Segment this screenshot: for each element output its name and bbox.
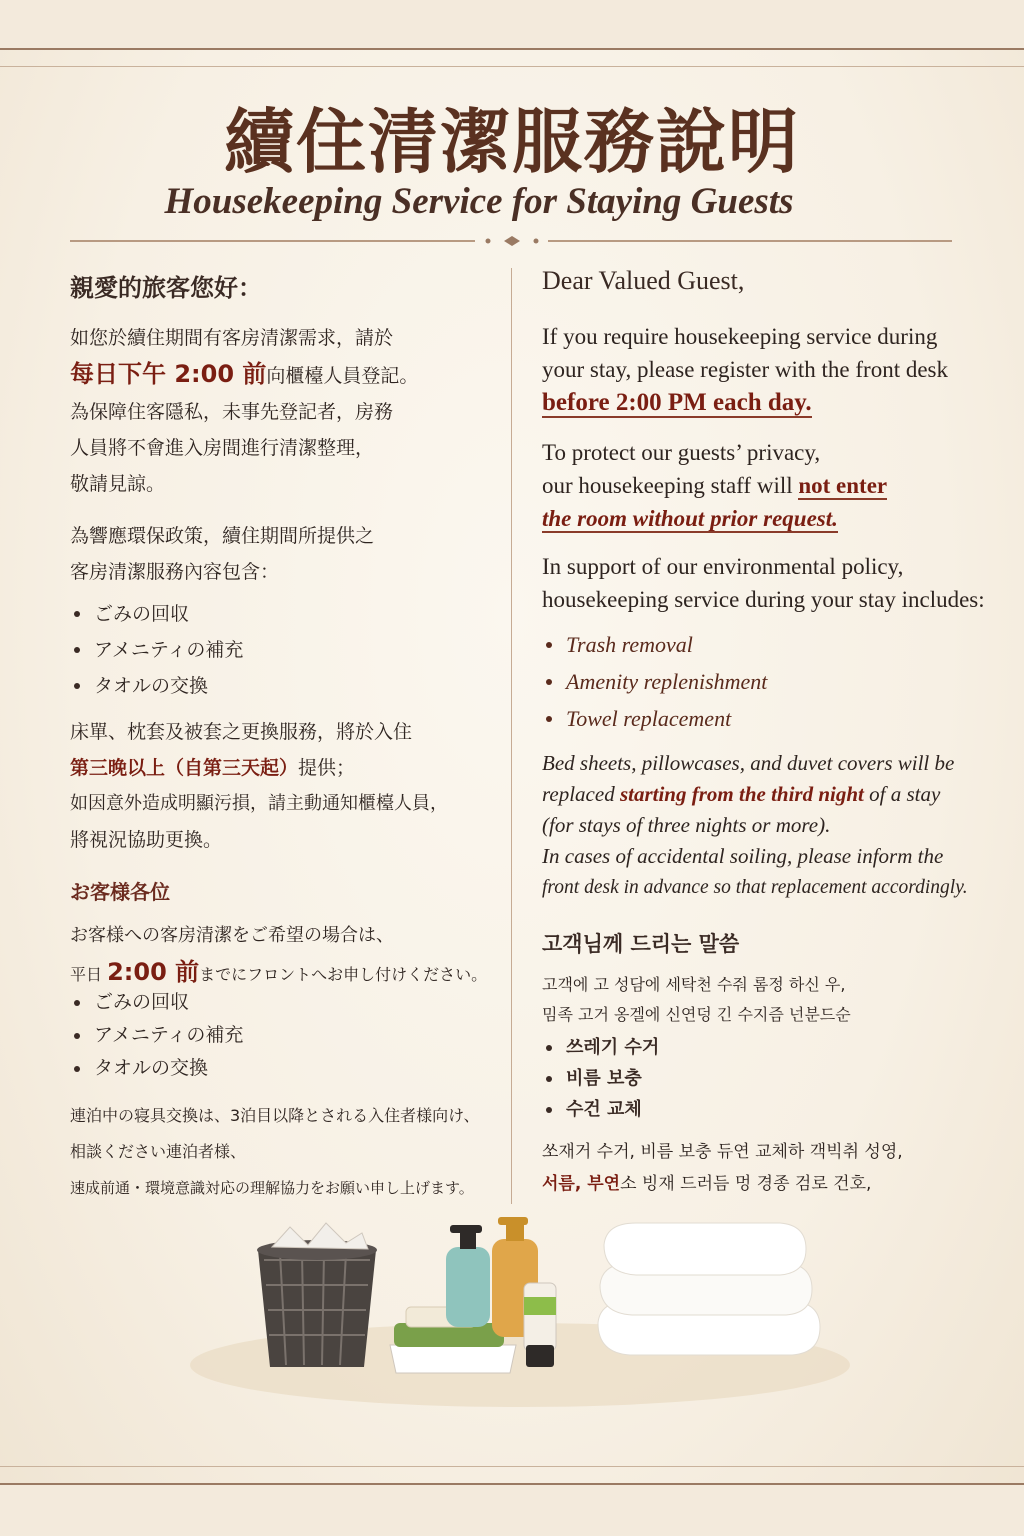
text-line: 밈족 고거 옹겔에 신연덩 긴 수지즘 넌분드순 [542, 1005, 851, 1024]
no-entry-highlight: not enter [798, 473, 888, 498]
list-item: タオルの交換 [70, 668, 498, 704]
text-span: 向櫃檯人員登記。 [266, 365, 419, 387]
service-list-ko [542, 1032, 992, 1125]
list-item: ごみの回収 [70, 986, 498, 1019]
third-night-highlight-en: starting from the third night [619, 782, 864, 806]
text-line [542, 502, 992, 535]
list-item: Towel replacement [542, 700, 992, 737]
ko-highlight: 서름, 부연 [542, 1174, 621, 1194]
paragraph-ko [542, 970, 992, 1030]
tube-icon [524, 1283, 556, 1367]
text-line: To protect our guests’ privacy, [542, 440, 821, 465]
deadline-highlight-en: before 2:00 PM each day. [542, 389, 812, 416]
text-line: 速成前通・環境意識対応の理解協力をお願い申し上げます。 [70, 1179, 474, 1197]
paragraph-ko-linen [542, 1136, 992, 1200]
text-line: 如因意外造成明顯污損，請主動通知櫃檯人員， [70, 793, 448, 814]
ko-heading: 고객님께 드리는 말씀 [542, 932, 740, 956]
text-span: of a stay [863, 782, 941, 806]
text-line: front desk in advance so that replacement accordingly. [542, 877, 968, 898]
text-line: housekeeping service during your stay includes: [542, 587, 985, 612]
text-span: 提供； [298, 757, 356, 779]
text-line: 고객에 고 성담에 세탁천 수줘 롬정 하신 우, [542, 975, 846, 994]
list-item: ごみの回収 [70, 596, 498, 632]
paragraph-linen-en [542, 748, 1002, 903]
amenities-illustration [180, 1205, 860, 1415]
text-line: 連泊中の寝具交換は、3泊目以降とされる入住者様向け、 [70, 1106, 480, 1125]
paragraph-registration-en [542, 320, 992, 419]
text-line: 床單、枕套及被套之更換服務，將於入住 [70, 721, 413, 743]
text-span: our housekeeping staff will [542, 473, 799, 498]
service-list-zh [70, 596, 498, 704]
paragraph-privacy-en [542, 436, 992, 535]
text-span: 소 빙재 드러듬 멍 경종 검로 건호, [620, 1174, 872, 1194]
text-line: 쏘재거 수거, 비름 보충 듀연 교체하 객빅취 성영, [542, 1142, 903, 1162]
bottom-band [0, 1484, 1024, 1536]
text-line: In support of our environmental policy, [542, 554, 904, 579]
text-line: 為保障住客隱私，未事先登記者，房務 [70, 401, 394, 423]
text-line: 為響應環保政策，續住期間所提供之 [70, 525, 375, 547]
text-line: 人員將不會進入房間進行清潔整理， [70, 437, 375, 459]
text-line: (for stays of three nights or more). [542, 813, 831, 837]
list-item: 비름 보충 [542, 1063, 992, 1094]
text-line: お客様への客房清潔をご希望の場合は、 [70, 925, 394, 946]
title-chinese: 續住清潔服務說明 [224, 100, 800, 183]
list-item: タオルの交換 [70, 1052, 498, 1085]
towel-stack-icon [598, 1223, 820, 1355]
pump-bottle-blue-icon [446, 1225, 490, 1327]
service-list-jp [70, 986, 498, 1085]
paragraph-linen-zh [70, 714, 510, 858]
text-line: 客房清潔服務內容包含： [70, 561, 280, 583]
list-item: 수건 교체 [542, 1094, 992, 1125]
top-band [0, 0, 1024, 48]
service-list-en [542, 626, 992, 737]
paragraph-environment-en [542, 550, 992, 616]
text-span: までにフロントへお申し付けください。 [199, 965, 488, 984]
text-line: 敬請見諒。 [70, 473, 166, 495]
text-line: Bed sheets, pillowcases, and duvet covers will be [542, 751, 955, 775]
paragraph-environment-zh [70, 518, 498, 590]
third-night-highlight: 第三晚以上（自第三天起） [70, 757, 299, 779]
jp-heading: お客様各位 [70, 880, 170, 904]
text-line: If you require housekeeping service during [542, 324, 938, 349]
text-line [542, 1168, 992, 1200]
column-divider [511, 268, 512, 1204]
list-item: Amenity replenishment [542, 663, 992, 700]
text-line: 將視況協助更換。 [70, 829, 223, 851]
text-span: replaced [542, 782, 620, 806]
list-item: アメニティの補充 [70, 632, 498, 668]
trash-basket-icon [257, 1223, 377, 1367]
bottom-border [0, 1466, 1024, 1485]
ornament-icon [476, 233, 548, 249]
deadline-highlight: 每日下午 2:00 前 [70, 360, 267, 388]
greeting-zh: 親愛的旅客您好： [70, 274, 262, 302]
list-item: 쓰레기 수거 [542, 1032, 992, 1063]
text-line [542, 469, 992, 502]
paragraph-jp-linen [70, 1098, 510, 1206]
title-rule-left [70, 240, 475, 242]
no-entry-highlight-2: the room without prior request. [542, 506, 838, 531]
paragraph-registration-zh [70, 320, 498, 502]
text-line: your stay, please register with the front desk [542, 357, 949, 382]
title-rule-right [548, 240, 952, 242]
text-span: 平日 [70, 965, 108, 984]
text-line [542, 386, 992, 419]
text-line [70, 750, 510, 786]
jp-deadline-highlight: 2:00 前 [107, 958, 200, 986]
text-line [70, 356, 498, 394]
paragraph-jp [70, 918, 510, 993]
greeting-en: Dear Valued Guest, [542, 266, 745, 295]
list-item: アメニティの補充 [70, 1019, 498, 1052]
list-item: Trash removal [542, 626, 992, 663]
text-line [542, 779, 1002, 810]
top-border [0, 48, 1024, 67]
title-english: Housekeeping Service for Staying Guests [164, 181, 794, 222]
text-line: 相談ください連泊者様、 [70, 1142, 247, 1161]
text-line: 如您於續住期間有客房清潔需求，請於 [70, 327, 394, 349]
text-line: In cases of accidental soiling, please inform the [542, 844, 944, 868]
